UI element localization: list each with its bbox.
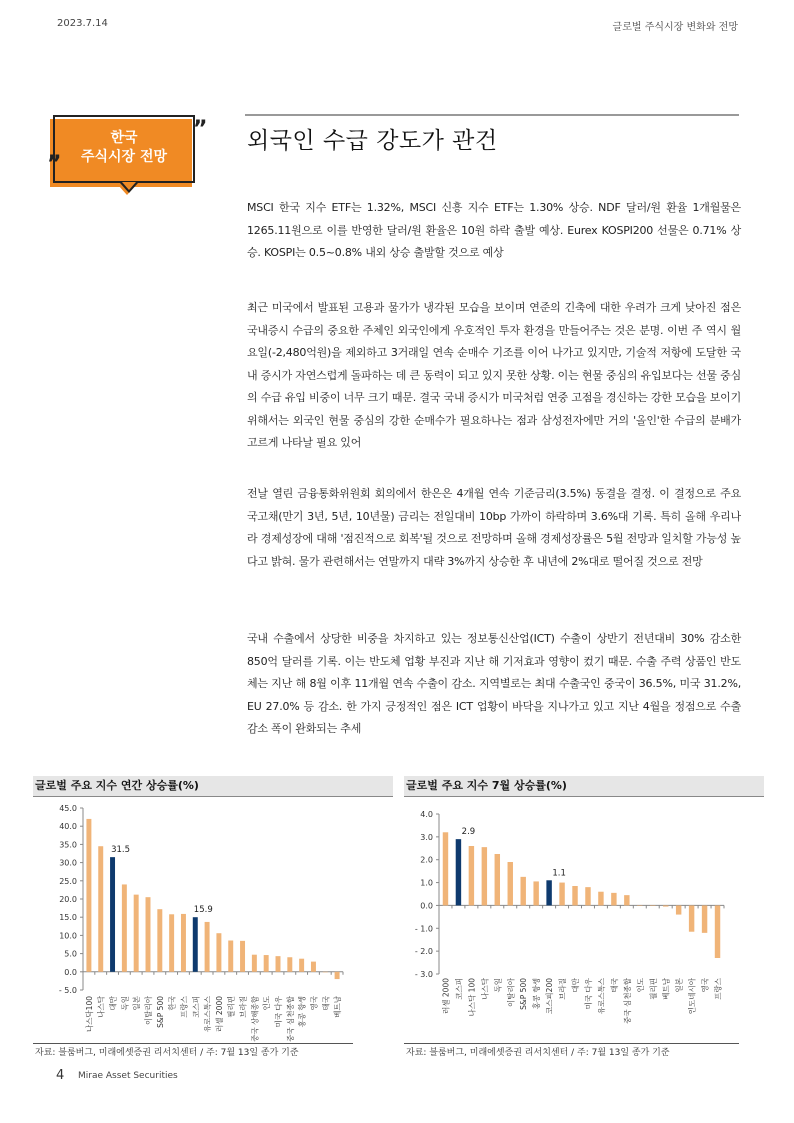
x-tick-label: 한국 [167,996,177,1011]
y-tick-label: - 2.0 [414,947,433,957]
annual-return-chart-plot [33,800,373,1045]
x-tick-label: S&P 500 [519,978,529,1010]
july-return-chart-plot [404,800,744,1045]
bar [663,905,668,906]
paragraph: 최근 미국에서 발표된 고용과 물가가 냉각된 모습을 보이며 연준의 긴축에 대한 우려가 크게 낮아진 점은 국내증시 수급의 중요한 주체인 외국인에게 우호적인 투자 환경을 만들어주는 것은 분명. 이번 주 역시 월요일(-2,480억원)을 제외하고 3거래일 연속 순매수 기조를 이어 나가고 있지만, 기술적 저항에 도달한 국내 증시가 자연스럽게 돌파하는 데 큰 동력이 되고 있지 못한 상황. 이는 현물 중심의 유입보다는 선물 중심의 수급 유입 비중이 너무 크기 때문. 결국 국내 증시가 미국처럼 연중 고점을 경신하는 강한 모습을 보이기 위해서는 외국인 현물 중심의 강한 순매수가 필요하나는 점과 삼성전자에만 거의 '올인'한 수급의 분배가 고르게 나타날 필요 있어 [247,301,741,449]
page-title: 외국인 수급 강도가 관건 [247,128,498,154]
x-tick-label: 나스닥 [96,996,106,1018]
july-return-chart [404,776,764,1046]
bar [546,880,551,905]
x-tick-label: 태국 [609,978,619,993]
x-tick-label: 독일 [493,978,503,993]
bar [715,905,720,958]
bar [110,857,115,972]
x-tick-label: 인도 [635,978,645,993]
x-tick-label: 브라질 [558,978,568,1000]
y-tick-label: 25.0 [59,876,77,886]
bar [624,895,629,905]
paragraph: 국내 수출에서 상당한 비중을 차지하고 있는 정보통신산업(ICT) 수출이 상반기 전년대비 30% 감소한 850억 달러를 기록. 이는 반도체 업황 부진과 지난 해 기저효과 영향이 컸기 때문. 수출 주력 상품인 반도체는 지난 해 8월 이후 11개월 연속 수출이 감소. 지역별로는 최대 수출국인 중국이 36.5%, 미국 31.2%, EU 27.0% 등 감소. 한 가지 긍정적인 점은 ICT 업황이 바닥을 지나가고 있고 지난 4월을 정점으로 수출 감소 폭이 완화되는 추세 [247,632,741,735]
report-date: 2023.7.14 [57,18,108,29]
bar [205,922,210,972]
bar [252,955,257,972]
bar [323,972,328,973]
x-tick-label: 코스피 [454,978,464,1000]
bar [299,959,304,972]
x-tick-label: 나스닥100 [84,996,94,1033]
source-divider [33,1043,353,1044]
x-tick-label: 인도네시아 [687,978,697,1015]
bar [122,884,127,971]
y-tick-label: - 5.0 [58,986,77,995]
y-tick-label: 35.0 [59,840,77,850]
x-tick-label: 나스닥 [480,978,490,1000]
bar [216,933,221,972]
bar [169,914,174,972]
bar [276,956,281,972]
bar [611,893,616,906]
x-tick-label: 일본 [132,996,142,1011]
x-tick-label: 나스닥 100 [467,978,477,1017]
x-tick-label: 영국 [700,978,710,993]
x-tick-label: 홍콩 항셍 [297,996,307,1028]
bar [311,962,316,972]
y-tick-label: - 1.0 [414,924,433,934]
source-divider [404,1043,739,1044]
badge-line-2: 주식시장 전망 [80,149,168,165]
data-label: 15.9 [193,905,213,916]
x-tick-label: 베트남 [333,996,343,1018]
bar [287,957,292,972]
bar [572,886,577,905]
y-tick-label: 5.0 [64,949,77,959]
x-tick-label: 미국 다우 [274,996,283,1028]
y-tick-label: 0.0 [420,901,433,911]
bar [637,905,642,906]
title-rule [245,114,739,116]
bar [335,972,340,979]
quote-mark-icon: ” [193,117,208,142]
annual-return-chart [33,776,393,1046]
chart-title-divider [404,796,764,797]
x-tick-label: 중국 상해종합 [250,996,260,1042]
bar [264,955,269,972]
x-tick-label: S&P 500 [155,996,165,1028]
x-tick-label: 태국 [321,996,331,1011]
x-tick-label: 코스피 [191,996,201,1018]
bar [650,905,655,906]
report-series-title: 글로벌 주식시장 변화와 전망 [612,22,738,33]
bar [676,905,681,914]
x-tick-label: 중국 심천종합 [622,978,632,1024]
x-tick-label: 프랑스 [179,996,189,1018]
chart-source: 자료: 블룸버그, 미래에셋증권 리서치센터 / 주: 7월 13일 종가 기준 [406,1048,670,1058]
y-tick-label: 3.0 [420,832,433,842]
chart-title-divider [33,796,393,797]
bar [598,892,603,906]
x-tick-label: 유로스톡스 [596,978,606,1015]
y-tick-label: 2.0 [420,855,433,865]
y-tick-label: - 3.0 [414,970,433,979]
x-tick-label: 프랑스 [713,978,723,1000]
footer-brand: Mirae Asset Securities [78,1071,178,1081]
y-tick-label: 0.0 [64,967,77,977]
x-tick-label: 홍콩 항셍 [532,978,542,1010]
x-tick-label: 코스피200 [545,978,555,1015]
x-tick-label: 대만 [108,996,118,1011]
bar [508,862,513,905]
bar [157,909,162,972]
x-tick-label: 이탈리아 [144,996,153,1025]
bar [443,832,448,905]
x-tick-label: 이탈리아 [506,978,516,1007]
bar [585,887,590,905]
bar [495,854,500,905]
y-tick-label: 40.0 [59,822,77,832]
x-tick-label: 독일 [120,996,130,1011]
chart-title: 글로벌 주요 지수 7월 상승률(%) [404,776,764,796]
y-tick-label: 15.0 [59,913,77,923]
x-tick-label: 베트남 [661,978,671,1000]
bar [98,846,103,972]
y-tick-label: 20.0 [59,895,77,904]
bar [702,905,707,932]
x-tick-label: 필리핀 [648,978,658,1000]
x-tick-label: 대만 [571,978,581,993]
chart-source: 자료: 블룸버그, 미래에셋증권 리서치센터 / 주: 7월 13일 종가 기준 [35,1048,299,1058]
data-label: 1.1 [552,868,566,879]
chart-title: 글로벌 주요 지수 연간 상승률(%) [33,776,393,796]
bar [469,846,474,905]
bar [689,905,694,931]
data-label: 31.5 [111,845,131,856]
bar [456,839,461,905]
x-tick-label: 중국 심천종합 [285,996,295,1042]
bar [240,941,245,972]
y-tick-label: 4.0 [420,810,433,819]
data-label: 2.9 [461,827,476,838]
x-tick-label: 인도 [262,996,272,1011]
x-tick-label: 영국 [309,996,319,1011]
x-tick-label: 미국 다우 [583,978,593,1010]
bar [193,917,198,972]
section-badge [47,115,208,195]
y-tick-label: 45.0 [59,804,77,813]
quote-mark-icon: ” [47,152,62,177]
bar [520,877,525,906]
bar [228,940,233,971]
y-tick-label: 10.0 [59,931,77,941]
badge-text [58,129,190,167]
bar [86,819,91,972]
x-tick-label: 브라질 [238,996,248,1018]
bar [482,847,487,905]
badge-line-1: 한국 [110,130,138,146]
x-tick-label: 러셀 2000 [214,996,224,1032]
paragraph: 전날 열린 금융통화위원회 회의에서 한은은 4개월 연속 기준금리(3.5%) 동결을 결정. 이 결정으로 주요 국고채(만기 3년, 5년, 10년물) 금리는 전일대비 10bp 가까이 하락하며 3.6%대 기록. 특히 올해 우리나라 경제성장에 대해 '점진적으로 회복'될 것으로 전망하며 올해 경제성장률은 5월 전망과 일치할 가능성 높다고 밝혀. 물가 관련해서는 연말까지 대략 3%까지 상승한 후 내년에 2%대로 떨어질 것으로 전망 [247,487,741,568]
bar [559,883,564,906]
x-tick-label: 러셀 2000 [441,978,451,1014]
badge-tail-fill [122,182,136,190]
y-tick-label: 30.0 [59,858,77,868]
paragraph: MSCI 한국 지수 ETF는 1.32%, MSCI 신흥 지수 ETF는 1.30% 상승. NDF 달러/원 환율 1개월물은 1265.11원으로 이를 반영한 달러/원 환율은 10원 하락 출발 예상. Eurex KOSPI200 선물은 0.71% 상승. KOSPI는 0.5~0.8% 내외 상승 출발할 것으로 예상 [247,201,741,259]
bar [134,895,139,972]
page-number: 4 [56,1068,65,1083]
y-tick-label: 1.0 [420,878,433,888]
x-tick-label: 필리핀 [226,996,236,1018]
bar [181,914,186,972]
x-tick-label: 유로스톡스 [203,996,213,1033]
x-tick-label: 일본 [674,978,684,993]
bar [533,881,538,905]
bar [146,897,151,972]
